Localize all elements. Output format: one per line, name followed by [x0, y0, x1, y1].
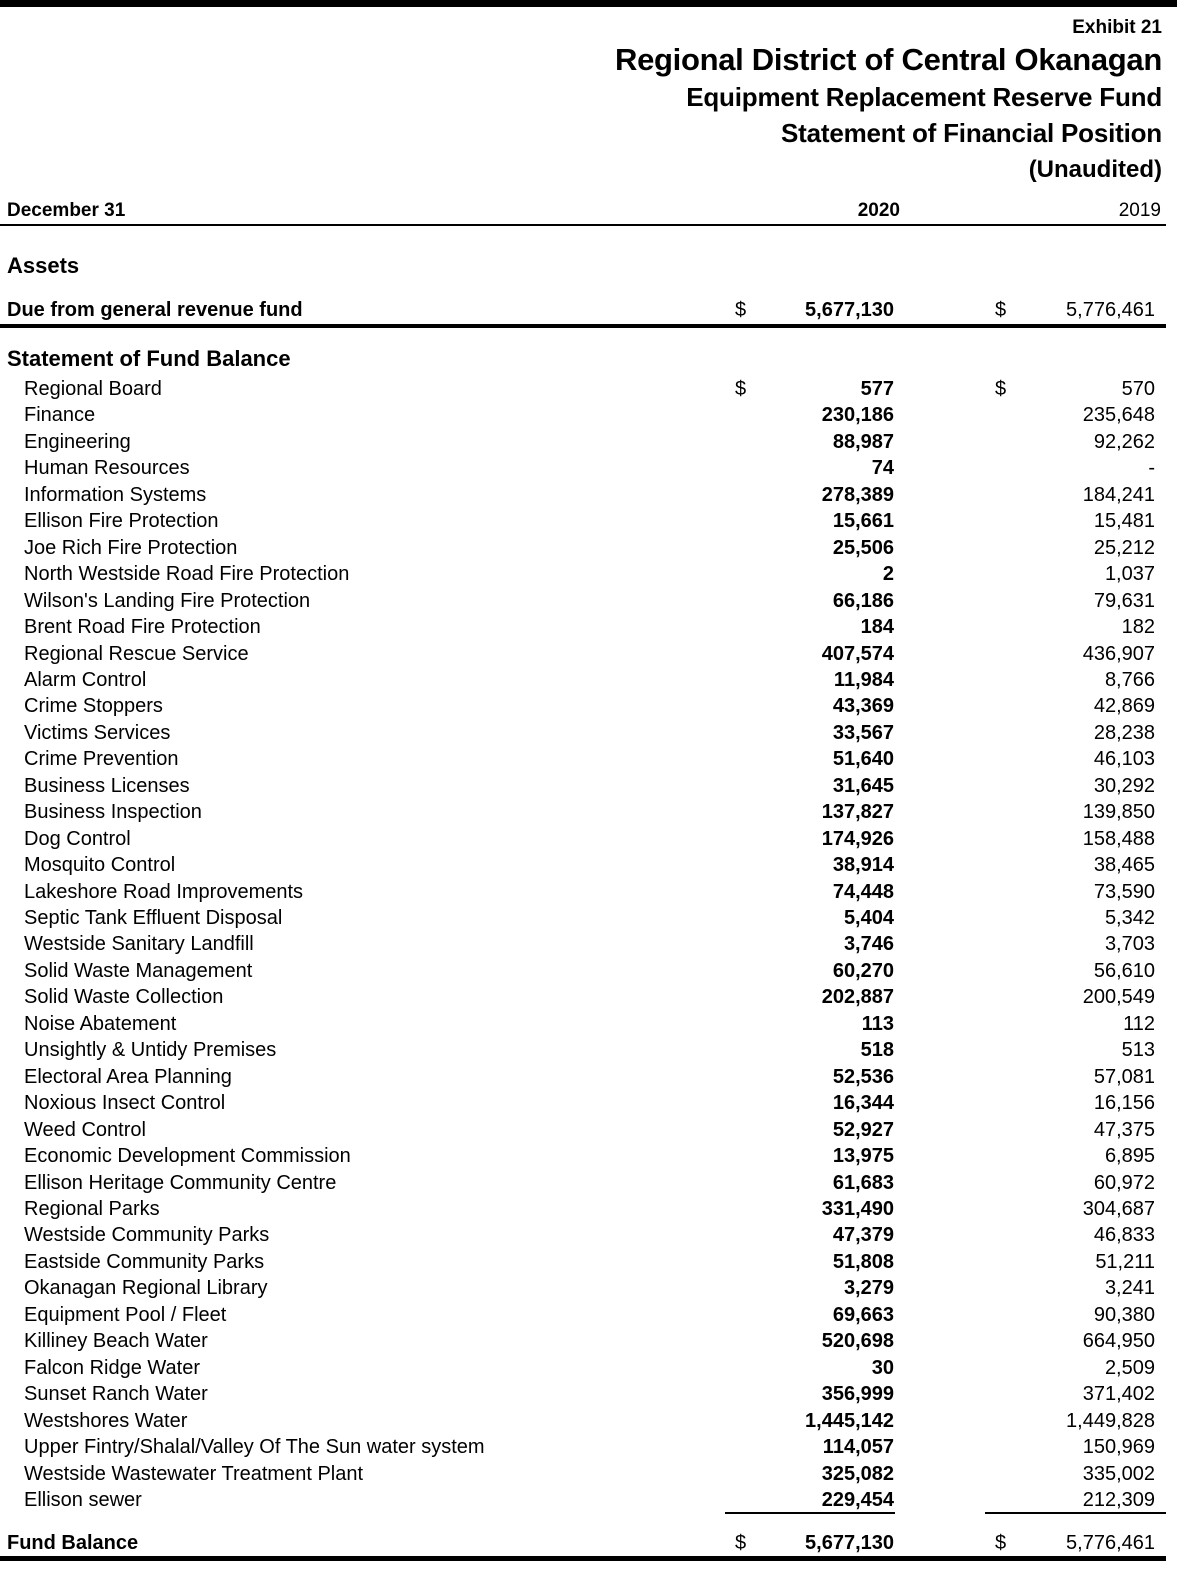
row-label: Business Licenses [24, 774, 190, 797]
row-value-2020: 5,404 [843, 907, 894, 929]
table-row [0, 1436, 1177, 1462]
row-value-2020: 331,490 [821, 1197, 894, 1220]
table-row [0, 484, 1177, 510]
row-label: Weed Control [24, 1118, 146, 1141]
row-label: Human Resources [24, 457, 190, 480]
row-label: North Westside Road Fire Protection [24, 563, 350, 586]
row-value-2019: 8,766 [1104, 669, 1155, 691]
row-value-2020: 43,369 [832, 695, 894, 718]
due-2019-value: 5,776,461 [1066, 299, 1155, 321]
table-row [0, 1330, 1177, 1356]
table-row [0, 722, 1177, 748]
row-value-2020: 11,984 [833, 669, 894, 691]
row-label: Equipment Pool / Fleet [24, 1303, 227, 1326]
row-value-2019: 51,211 [1095, 1250, 1155, 1273]
row-value-2020: 31,645 [832, 774, 894, 797]
table-row [0, 1357, 1177, 1383]
row-value-2020: 25,506 [832, 536, 894, 559]
row-label: Westshores Water [24, 1409, 188, 1432]
table-row [0, 960, 1177, 986]
row-value-2020: 38,914 [832, 854, 894, 877]
statement-title: Statement of Financial Position [781, 118, 1162, 148]
table-row [0, 1410, 1177, 1436]
row-value-2020: 33,567 [832, 721, 894, 744]
row-value-2020: 278,389 [821, 483, 894, 506]
row-value-2019: 158,488 [1082, 827, 1155, 850]
row-value-2020: 47,379 [832, 1224, 894, 1247]
row-value-2019: 60,972 [1093, 1171, 1155, 1194]
table-row [0, 1251, 1177, 1277]
subtotal-rule-2020 [725, 1512, 895, 1514]
row-label: Unsightly & Untidy Premises [24, 1039, 277, 1062]
row-value-2019: 56,610 [1093, 959, 1155, 982]
row-label: Westside Wastewater Treatment Plant [24, 1462, 364, 1485]
table-row [0, 643, 1177, 669]
row-label: Victims Services [24, 721, 171, 744]
row-value-2020: 113 [861, 1012, 894, 1035]
row-label: Crime Prevention [24, 748, 179, 771]
table-row [0, 1092, 1177, 1118]
row-value-2020: 66,186 [832, 589, 894, 612]
row-label: Solid Waste Management [24, 959, 253, 982]
row-value-2019: 3,241 [1104, 1277, 1155, 1300]
row-value-2020: 174,926 [821, 827, 894, 850]
row-value-2019: 570 [1121, 378, 1155, 400]
row-label: Regional Rescue Service [24, 642, 249, 665]
row-value-2020: 3,746 [843, 933, 894, 956]
row-value-2019: 28,238 [1093, 721, 1155, 744]
row-value-2019: 3,703 [1104, 933, 1155, 956]
row-value-2019: 79,631 [1093, 589, 1155, 612]
row-value-2020: 13,975 [832, 1145, 894, 1167]
row-label: Lakeshore Road Improvements [24, 880, 304, 903]
row-value-2019: - [1148, 457, 1155, 480]
row-label: Joe Rich Fire Protection [24, 536, 238, 559]
table-row [0, 828, 1177, 854]
year-prior-header: 2019 [1118, 200, 1161, 221]
row-value-2019: 46,103 [1093, 748, 1155, 771]
row-label: Brent Road Fire Protection [24, 616, 261, 638]
due-from-revenue-label: Due from general revenue fund [7, 299, 303, 321]
row-value-2020: 52,536 [832, 1065, 894, 1088]
table-row [0, 933, 1177, 959]
row-value-2020: 51,640 [832, 748, 894, 771]
audit-status: (Unaudited) [1028, 156, 1162, 183]
row-label: Eastside Community Parks [24, 1250, 265, 1273]
row-value-2020: 1,445,142 [805, 1409, 894, 1432]
row-value-2020: 520,698 [821, 1330, 894, 1353]
row-label: Wilson's Landing Fire Protection [24, 589, 311, 612]
row-value-2019: 212,309 [1082, 1488, 1155, 1511]
organization-title: Regional District of Central Okanagan [614, 42, 1162, 77]
row-label: Alarm Control [24, 669, 147, 691]
currency-symbol: $ [995, 378, 1007, 400]
subtotal-rule-2019 [985, 1512, 1166, 1514]
row-value-2020: 3,279 [843, 1277, 894, 1300]
row-value-2019: 30,292 [1093, 774, 1155, 797]
row-value-2020: 202,887 [821, 986, 894, 1009]
table-row [0, 854, 1177, 880]
currency-symbol: $ [735, 299, 747, 321]
row-label: Electoral Area Planning [24, 1065, 232, 1088]
date-column-label: December 31 [7, 200, 126, 221]
year-current-header: 2020 [857, 200, 900, 221]
row-label: Noise Abatement [24, 1012, 177, 1035]
currency-symbol: $ [995, 299, 1007, 321]
fund-balance-total-2020: 5,677,130 [805, 1532, 894, 1554]
assets-total-rule [0, 324, 1166, 328]
row-value-2020: 230,186 [821, 404, 894, 427]
row-value-2019: 47,375 [1093, 1118, 1155, 1141]
exhibit-number: Exhibit 21 [1072, 17, 1162, 38]
row-label: Septic Tank Effluent Disposal [24, 907, 283, 929]
fund-balance-total-2019: 5,776,461 [1066, 1532, 1155, 1554]
table-row [0, 1013, 1177, 1039]
row-label: Mosquito Control [24, 854, 176, 877]
row-value-2019: 335,002 [1082, 1462, 1155, 1485]
fund-balance-total-label: Fund Balance [7, 1532, 139, 1554]
row-value-2020: 229,454 [821, 1488, 894, 1511]
row-value-2019: 25,212 [1093, 536, 1155, 559]
row-label: Ellison Fire Protection [24, 510, 219, 533]
row-label: Crime Stoppers [24, 695, 163, 718]
row-label: Dog Control [24, 827, 131, 850]
table-row [0, 616, 1177, 642]
row-value-2019: 184,241 [1082, 483, 1155, 506]
table-row [0, 801, 1177, 827]
row-value-2019: 513 [1121, 1039, 1155, 1062]
row-value-2020: 577 [860, 378, 894, 400]
row-value-2020: 184 [860, 616, 894, 638]
row-value-2020: 356,999 [821, 1383, 894, 1406]
row-value-2020: 30 [871, 1356, 894, 1379]
row-value-2019: 6,895 [1104, 1145, 1155, 1167]
table-row [0, 563, 1177, 589]
table-row [0, 1145, 1177, 1171]
row-value-2019: 112 [1123, 1012, 1155, 1035]
table-row [0, 537, 1177, 563]
table-row [0, 1066, 1177, 1092]
row-value-2019: 436,907 [1082, 642, 1155, 665]
row-value-2019: 2,509 [1104, 1356, 1155, 1379]
table-row [0, 510, 1177, 536]
row-value-2020: 325,082 [821, 1462, 894, 1485]
row-label: Engineering [24, 430, 131, 453]
table-row [0, 695, 1177, 721]
row-value-2020: 74,448 [832, 880, 894, 903]
table-row [0, 1383, 1177, 1409]
currency-symbol: $ [735, 1532, 747, 1554]
table-row [0, 431, 1177, 457]
row-value-2020: 16,344 [832, 1092, 894, 1115]
row-value-2019: 46,833 [1093, 1224, 1155, 1247]
table-row [0, 1119, 1177, 1145]
row-value-2020: 137,827 [821, 801, 894, 824]
row-value-2019: 73,590 [1093, 880, 1155, 903]
row-label: Upper Fintry/Shalal/Valley Of The Sun water system [24, 1436, 485, 1458]
table-row [0, 1304, 1177, 1330]
row-value-2019: 371,402 [1082, 1383, 1155, 1406]
row-value-2019: 304,687 [1082, 1197, 1155, 1220]
row-label: Sunset Ranch Water [24, 1383, 208, 1406]
row-label: Information Systems [24, 483, 207, 506]
row-value-2019: 182 [1121, 616, 1155, 638]
table-row [0, 1039, 1177, 1065]
row-label: Solid Waste Collection [24, 986, 224, 1009]
table-row [0, 907, 1177, 933]
row-value-2020: 518 [860, 1039, 894, 1062]
row-label: Ellison sewer [24, 1488, 142, 1511]
row-label: Economic Development Commission [24, 1145, 351, 1167]
row-value-2019: 42,869 [1093, 695, 1155, 718]
row-value-2020: 114,057 [822, 1436, 894, 1458]
table-row [0, 590, 1177, 616]
row-value-2020: 69,663 [832, 1303, 894, 1326]
row-value-2020: 407,574 [821, 642, 894, 665]
table-row [0, 881, 1177, 907]
currency-symbol: $ [995, 1532, 1007, 1554]
row-label: Business Inspection [24, 801, 202, 824]
row-value-2019: 16,156 [1093, 1092, 1155, 1115]
row-value-2020: 15,661 [832, 510, 894, 533]
table-row [0, 1277, 1177, 1303]
row-value-2019: 200,549 [1082, 986, 1155, 1009]
due-2020-value: 5,677,130 [805, 299, 894, 321]
row-value-2019: 139,850 [1082, 801, 1155, 824]
row-value-2019: 1,449,828 [1066, 1409, 1155, 1432]
row-value-2019: 57,081 [1093, 1065, 1155, 1088]
row-value-2020: 74 [871, 457, 894, 480]
table-row [0, 457, 1177, 483]
fund-balance-section-heading: Statement of Fund Balance [7, 346, 291, 371]
top-rule [0, 0, 1177, 7]
fund-title: Equipment Replacement Reserve Fund [686, 82, 1162, 112]
row-value-2019: 90,380 [1093, 1303, 1155, 1326]
row-label: Okanagan Regional Library [24, 1277, 268, 1300]
row-label: Regional Parks [24, 1197, 160, 1220]
table-row [0, 775, 1177, 801]
table-row [0, 669, 1177, 695]
row-value-2019: 235,648 [1082, 404, 1155, 427]
row-value-2019: 38,465 [1093, 854, 1155, 877]
table-row [0, 1463, 1177, 1489]
row-value-2020: 52,927 [832, 1118, 894, 1141]
row-label: Killiney Beach Water [24, 1330, 208, 1353]
assets-section-heading: Assets [7, 253, 80, 278]
table-row [0, 1198, 1177, 1224]
row-value-2019: 5,342 [1104, 907, 1155, 929]
table-row [0, 404, 1177, 430]
row-label: Westside Community Parks [24, 1224, 270, 1247]
row-label: Finance [24, 404, 96, 427]
currency-symbol: $ [735, 378, 747, 400]
table-row [0, 986, 1177, 1012]
header-divider [0, 224, 1166, 226]
table-row [0, 1172, 1177, 1198]
row-value-2019: 92,262 [1093, 430, 1155, 453]
row-value-2019: 1,037 [1104, 563, 1155, 586]
row-label: Noxious Insect Control [24, 1092, 226, 1115]
row-value-2020: 61,683 [832, 1171, 894, 1194]
row-value-2019: 15,481 [1093, 510, 1155, 533]
table-row [0, 748, 1177, 774]
bottom-double-rule [0, 1556, 1166, 1561]
row-value-2019: 150,969 [1082, 1436, 1155, 1458]
row-label: Ellison Heritage Community Centre [24, 1171, 337, 1194]
row-value-2020: 88,987 [832, 430, 894, 453]
row-label: Falcon Ridge Water [24, 1356, 200, 1379]
row-label: Westside Sanitary Landfill [24, 933, 254, 956]
row-value-2020: 2 [882, 563, 894, 586]
row-value-2020: 51,808 [832, 1250, 894, 1273]
row-label: Regional Board [24, 378, 162, 400]
table-row [0, 1224, 1177, 1250]
row-value-2020: 60,270 [832, 959, 894, 982]
table-row [0, 378, 1177, 404]
table-row [0, 1489, 1177, 1515]
row-value-2019: 664,950 [1082, 1330, 1155, 1353]
